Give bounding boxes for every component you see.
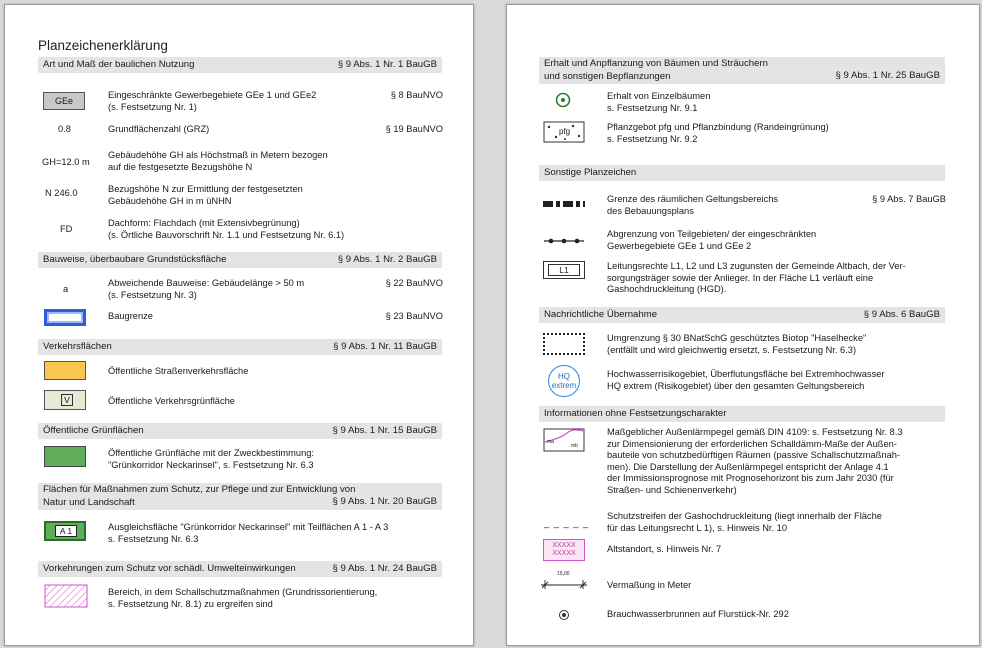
schutzstreifen-text: Schutzstreifen der Gashochdruckleitung (liegt innerhalb der Fläche für das Leitungsrecht L 1), s. Hinweis Nr. 10 xyxy=(607,511,882,533)
einzelbaeume-text: Erhalt von Einzelbäumen s. Festsetzung Nr. 9.1 xyxy=(607,91,711,113)
bauweise-symbol: a xyxy=(63,284,69,294)
gee-symbol: GEe xyxy=(43,92,85,110)
geltungsbereich-text: Grenze des räumlichen Geltungsbereichs des Bebauungsplans xyxy=(607,194,779,216)
n-text: Bezugshöhe N zur Ermittlung der festgesetzten Gebäudehöhe GH in m üNHN xyxy=(108,184,303,206)
hq-extrem-label: extrem xyxy=(551,381,577,390)
schutzstreifen-symbol: _ _ _ _ _ xyxy=(544,518,590,528)
section-label: Informationen ohne Festsetzungscharakter xyxy=(544,408,727,419)
leitungsrecht-text: Leitungsrechte L1, L2 und L3 zugunsten der Gemeinde Altbach, der Ver- sorgungsträger sowie der Anlieger. In der Fläche L1 verläuft eine Gashochdruckleitung (HGD). xyxy=(607,261,906,295)
page-title: Planzeichenerklärung xyxy=(38,38,168,53)
verkehrsgruen-text: Öffentliche Verkehrsgrünfläche xyxy=(108,396,235,406)
section-header-informationen xyxy=(539,406,945,422)
gee-law: § 8 BauNVO xyxy=(390,90,443,100)
baugrenze-symbol xyxy=(44,309,86,326)
hq-extrem-icon xyxy=(548,365,580,397)
grz-law: § 19 BauNVO xyxy=(385,124,443,134)
vermassung-label: 15,00 xyxy=(557,571,570,577)
section-label: Bauweise, überbaubare Grundstücksfläche xyxy=(43,254,227,265)
schallschutz-text: Bereich, in dem Schallschutzmaßnahmen (Grundrissorientierung, s. Festsetzung Nr. 8.1) zu ergreifen sind xyxy=(108,587,378,609)
schallschutz-hatch-icon xyxy=(44,584,88,608)
strassenverkehr-text: Öffentliche Straßenverkehrsfläche xyxy=(108,366,249,376)
section-label: Sonstige Planzeichen xyxy=(544,167,637,178)
pfg-text: Pflanzgebot pfg und Pflanzbindung (Randeingrünung) s. Festsetzung Nr. 9.2 xyxy=(607,122,829,144)
brunnen-icon xyxy=(558,609,570,621)
tree-preserve-icon xyxy=(555,92,571,108)
section-header-sonstige xyxy=(539,165,945,181)
section-label: Art und Maß der baulichen Nutzung xyxy=(43,59,195,70)
ausgleich-text: Ausgleichsfläche "Grünkorridor Neckarinsel" mit Teilflächen A 1 - A 3 s. Festsetzung Nr. 6.3 xyxy=(108,522,389,544)
section-label: Verkehrsflächen xyxy=(43,341,112,352)
altstandort-x-row: XXXXX xyxy=(552,550,576,557)
pfg-symbol-label: pfg xyxy=(559,127,571,136)
gruenflaeche-swatch xyxy=(44,446,86,467)
verkehrsgruen-swatch xyxy=(44,390,86,410)
geltungsbereich-law: § 9 Abs. 7 BauGB xyxy=(872,194,946,204)
section-law: § 9 Abs. 1 Nr. 24 BauGB xyxy=(332,563,437,574)
section-header-nachrichtlich xyxy=(539,307,945,323)
section-law: § 9 Abs. 1 Nr. 15 BauGB xyxy=(332,425,437,436)
section-law: § 9 Abs. 1 Nr. 1 BauGB xyxy=(337,59,437,70)
fd-symbol: FD xyxy=(60,224,73,234)
section-law: § 9 Abs. 1 Nr. 20 BauGB xyxy=(332,496,437,507)
section-law: § 9 Abs. 1 Nr. 25 BauGB xyxy=(835,70,940,81)
ausgleich-symbol: A 1 xyxy=(55,525,77,537)
fd-text: Dachform: Flachdach (mit Extensivbegrünung) (s. Örtliche Bauvorschrift Nr. 1.1 und Festsetzung Nr. 6.1) xyxy=(108,218,345,240)
section-label: Öffentliche Grünflächen xyxy=(43,425,144,436)
section-header-verkehr xyxy=(38,339,442,355)
leitungsrecht-swatch xyxy=(543,261,585,279)
section-header-massnahmen xyxy=(38,483,442,510)
section-label: Erhalt und Anpflanzung von Bäumen und Sträuchern und sonstigen Bepflanzungen xyxy=(544,58,769,82)
gee-text: Eingeschränkte Gewerbegebiete GEe 1 und GEe2 (s. Festsetzung Nr. 1) xyxy=(108,90,317,112)
n-symbol: N 246.0 xyxy=(45,188,78,198)
verkehrsgruen-symbol: V xyxy=(61,394,73,406)
section-label: Vorkehrungen zum Schutz vor schädl. Umwelteinwirkungen xyxy=(43,563,296,574)
bauweise-law: § 22 BauNVO xyxy=(385,278,443,288)
legend-page-right xyxy=(506,4,980,646)
bauweise-text: Abweichende Bauweise: Gebäudelänge > 50 m (s. Festsetzung Nr. 3) xyxy=(108,278,305,300)
altstandort-swatch xyxy=(543,539,585,561)
section-law: § 9 Abs. 1 Nr. 2 BauGB xyxy=(337,254,437,265)
laermpegel-label-a: ma xyxy=(547,439,554,445)
section-header-baeume xyxy=(539,57,945,84)
section-label: Flächen für Maßnahmen zum Schutz, zur Pflege und zur Entwicklung von Natur und Landschaft xyxy=(43,484,356,508)
section-header-gruen xyxy=(38,423,442,439)
leitungsrecht-symbol: L1 xyxy=(548,264,580,276)
gh-symbol: GH=12.0 m xyxy=(42,157,90,167)
abgrenzung-line-icon xyxy=(543,236,585,246)
section-header-umwelt xyxy=(38,561,442,577)
legend-page-left xyxy=(4,4,474,646)
biotop-text: Umgrenzung § 30 BNatSchG geschütztes Biotop "Haselhecke" (entfällt und wird gleichwertig ersetzt, s. Festsetzung Nr. 6.3) xyxy=(607,333,867,355)
geltungsbereich-line-icon xyxy=(543,199,585,209)
gruenflaeche-text: Öffentliche Grünfläche mit der Zweckbestimmung: "Grünkorridor Neckarinsel", s. Festsetzung Nr. 6.3 xyxy=(108,448,314,470)
gh-text: Gebäudehöhe GH als Höchstmaß in Metern bezogen auf die festgesetzte Bezugshöhe N xyxy=(108,150,328,172)
laermpegel-label-b: mb xyxy=(571,443,578,449)
baugrenze-law: § 23 BauNVO xyxy=(385,311,443,321)
brunnen-text: Brauchwasserbrunnen auf Flurstück-Nr. 292 xyxy=(607,609,789,619)
ausgleich-swatch xyxy=(44,521,86,541)
section-law: § 9 Abs. 1 Nr. 11 BauGB xyxy=(333,341,437,352)
strassenverkehr-swatch xyxy=(44,361,86,380)
altstandort-x-row: XXXXX xyxy=(552,542,576,549)
laermpegel-text: Maßgeblicher Außenlärmpegel gemäß DIN 4109: s. Festsetzung Nr. 8.3 zur Dimensionierung der erforderlichen Schalldämm-Maße der Außen- bauteile von schutzbedürftigen Räumen (passive Schallschutzmaßnah- men). Die Darstellung der Außenlärmpegel entspricht der Anlage 4.1 der Immissionsprognose mit Prognosehorizont bis zum Jahr 2030 (für Straßen- und Schienenverkehr) xyxy=(607,427,903,495)
altstandort-text: Altstandort, s. Hinweis Nr. 7 xyxy=(607,544,722,554)
biotop-symbol xyxy=(543,333,585,355)
grz-symbol: 0.8 xyxy=(58,124,71,134)
section-header-nutzung xyxy=(38,57,442,73)
hochwasser-text: Hochwasserrisikogebiet, Überflutungsfläche bei Extremhochwasser HQ extrem (Risikogebiet) über den gesamten Geltungsbereich xyxy=(607,369,885,391)
section-label: Nachrichtliche Übernahme xyxy=(544,309,658,320)
section-header-bauweise xyxy=(38,252,442,268)
section-law: § 9 Abs. 6 BauGB xyxy=(863,309,940,320)
abgrenzung-text: Abgrenzung von Teilgebieten/ der eingeschränkten Gewerbegebiete GEe 1 und GEe 2 xyxy=(607,229,817,251)
hq-label: HQ xyxy=(558,372,570,381)
baugrenze-text: Baugrenze xyxy=(108,311,153,321)
grz-text: Grundflächenzahl (GRZ) xyxy=(108,124,210,134)
vermassung-text: Vermaßung in Meter xyxy=(607,580,692,590)
